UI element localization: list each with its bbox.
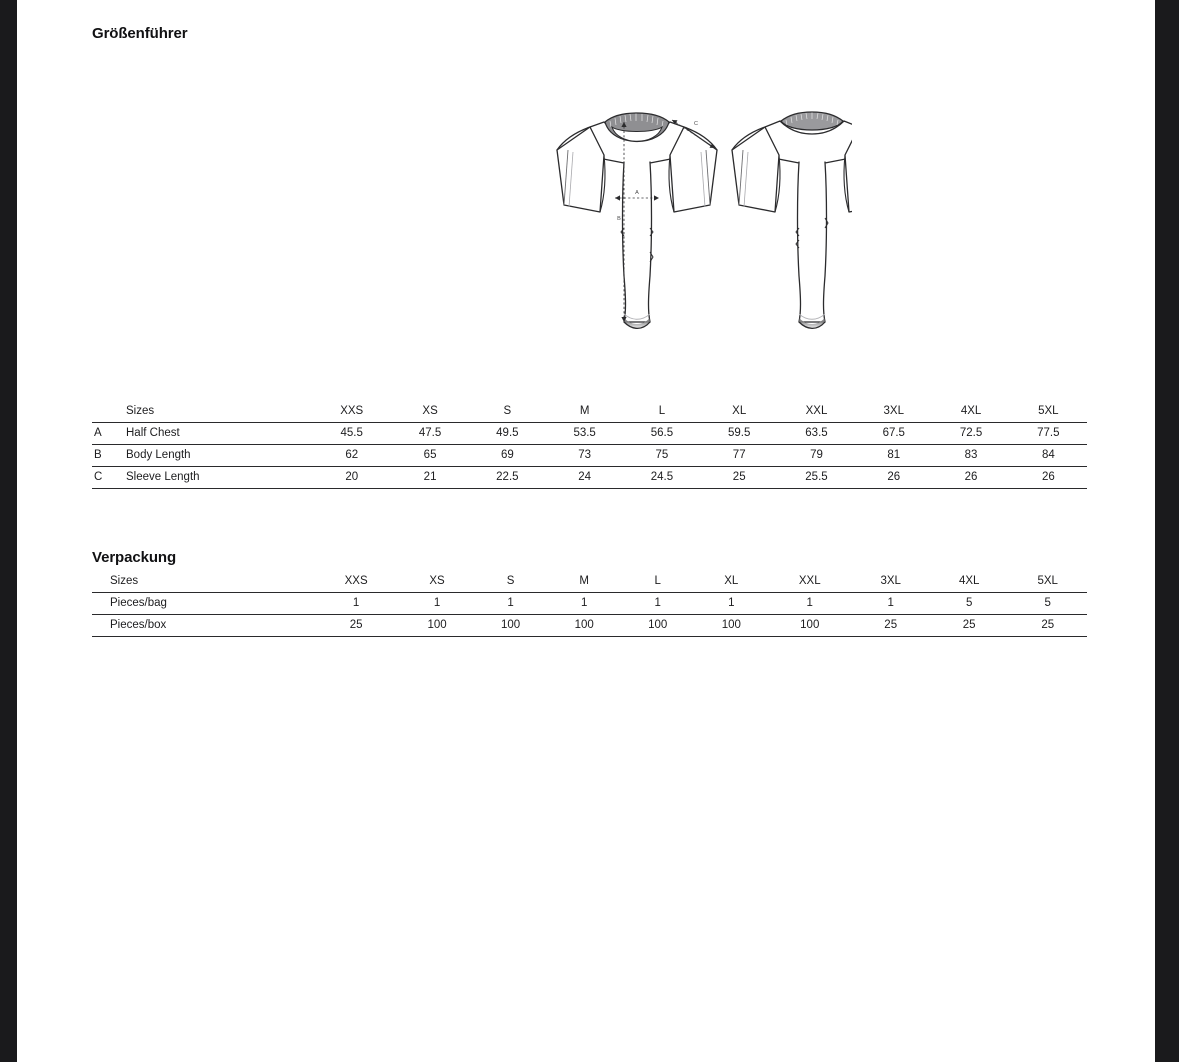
header-size-s: S [503, 404, 512, 417]
header-letter-cell [92, 400, 126, 422]
cell-s: 49.5 [496, 427, 519, 439]
pkg-header-size-l: L [654, 574, 661, 587]
cell-5xl: 77.5 [1037, 427, 1060, 439]
cell-xs: 65 [423, 449, 437, 461]
cell-5xl: 26 [1041, 471, 1055, 483]
cell-xxl: 79 [810, 449, 823, 461]
row-label: Sleeve Length [126, 471, 200, 483]
cell-m: 1 [580, 597, 588, 609]
cell-4xl: 5 [965, 597, 973, 609]
row-label: Pieces/box [110, 619, 167, 631]
cell-4xl: 72.5 [959, 427, 983, 439]
cell-4xl: 25 [962, 619, 976, 631]
cell-xs: 1 [433, 597, 441, 609]
t-shirt-illustration [472, 100, 852, 345]
cell-xxs: 25 [349, 619, 363, 631]
pkg-header-size-4xl: 4XL [958, 574, 980, 587]
cell-m: 53.5 [573, 427, 596, 439]
cell-xxs: 62 [345, 449, 359, 461]
cell-xxl: 1 [806, 597, 813, 609]
header-size-m: M [579, 404, 590, 417]
table-row [92, 592, 1087, 614]
cell-4xl: 26 [964, 471, 978, 483]
cell-xl: 59.5 [728, 427, 751, 439]
pkg-header-size-3xl: 3XL [880, 574, 901, 587]
measurements-table-head [92, 400, 1087, 422]
measurements-header-row [92, 400, 1087, 422]
header-sizes-label: Sizes [126, 404, 155, 417]
table-row [92, 444, 1087, 466]
header-size-5xl: 5XL [1038, 404, 1059, 417]
cell-xxs: 1 [352, 597, 360, 609]
table-row [92, 422, 1087, 444]
cell-xxl: 25.5 [805, 471, 828, 483]
row-label: Half Chest [126, 427, 180, 439]
cell-xxs: 20 [345, 471, 359, 483]
cell-m: 24 [578, 471, 592, 483]
cell-s: 69 [500, 449, 514, 461]
table-row [92, 466, 1087, 488]
marker-c-label: C [694, 121, 698, 127]
cell-xl: 77 [732, 449, 746, 461]
measurements-table-container [92, 400, 1087, 489]
row-letter: A [94, 427, 102, 439]
cell-s: 22.5 [496, 471, 519, 483]
cell-5xl: 5 [1044, 597, 1051, 609]
packaging-header-row [92, 570, 1087, 592]
document-page [17, 0, 1155, 1062]
cell-xs: 100 [427, 619, 447, 631]
cell-xxl: 100 [800, 619, 820, 631]
packaging-heading: Verpackung [92, 549, 177, 566]
pkg-header-size-5xl: 5XL [1037, 574, 1058, 587]
cell-5xl: 84 [1041, 449, 1055, 461]
cell-3xl: 1 [887, 597, 894, 609]
packaging-table [92, 570, 1087, 637]
pkg-header-size-xxl: XXL [798, 574, 821, 587]
cell-m: 100 [574, 619, 594, 631]
cell-3xl: 26 [887, 471, 901, 483]
cell-xxs: 45.5 [340, 427, 363, 439]
cell-xxl: 63.5 [805, 427, 828, 439]
packaging-table-body [92, 592, 1087, 636]
cell-xs: 47.5 [418, 427, 442, 439]
cell-xl: 100 [721, 619, 741, 631]
header-size-l: L [658, 404, 666, 417]
cell-l: 56.5 [650, 427, 674, 439]
header-size-4xl: 4XL [960, 404, 982, 417]
measurements-table-body [92, 422, 1087, 488]
row-label: Pieces/bag [110, 597, 167, 609]
t-shirt-back-view [732, 112, 852, 328]
header-size-xxs: XXS [340, 404, 364, 417]
cell-m: 73 [578, 449, 592, 461]
packaging-table-head [92, 570, 1087, 592]
cell-3xl: 25 [884, 619, 898, 631]
pkg-header-size-s: S [506, 574, 515, 587]
cell-l: 24.5 [650, 471, 674, 483]
header-size-3xl: 3XL [883, 404, 904, 417]
pkg-header-size-m: M [579, 574, 589, 587]
row-letter: B [94, 449, 102, 461]
pkg-header-size-xxs: XXS [344, 574, 368, 587]
cell-3xl: 81 [887, 449, 901, 461]
cell-5xl: 25 [1041, 619, 1055, 631]
header-size-xxl: XXL [805, 404, 828, 417]
cell-4xl: 83 [964, 449, 978, 461]
t-shirt-front-view [557, 113, 717, 328]
cell-xs: 21 [423, 471, 437, 483]
header-size-xl: XL [732, 404, 747, 417]
measurements-table [92, 400, 1087, 489]
marker-b-label: B [617, 216, 621, 222]
table-row [92, 614, 1087, 636]
marker-a-label: A [635, 190, 639, 196]
cell-l: 100 [648, 619, 668, 631]
row-letter: C [94, 471, 103, 483]
cell-l: 75 [655, 449, 669, 461]
cell-l: 1 [654, 597, 661, 609]
cell-s: 100 [501, 619, 521, 631]
header-size-xs: XS [422, 404, 438, 417]
packaging-table-container [92, 570, 1087, 637]
cell-s: 1 [507, 597, 514, 609]
pkg-header-size-xl: XL [724, 574, 739, 587]
cell-xl: 1 [728, 597, 735, 609]
cell-3xl: 67.5 [882, 427, 905, 439]
page-content [17, 0, 1155, 1062]
pkg-header-sizes-label: Sizes [110, 574, 139, 587]
row-label: Body Length [126, 449, 191, 461]
size-guide-heading: Größenführer [92, 25, 188, 42]
cell-xl: 25 [732, 471, 746, 483]
pkg-header-size-xs: XS [429, 574, 445, 587]
